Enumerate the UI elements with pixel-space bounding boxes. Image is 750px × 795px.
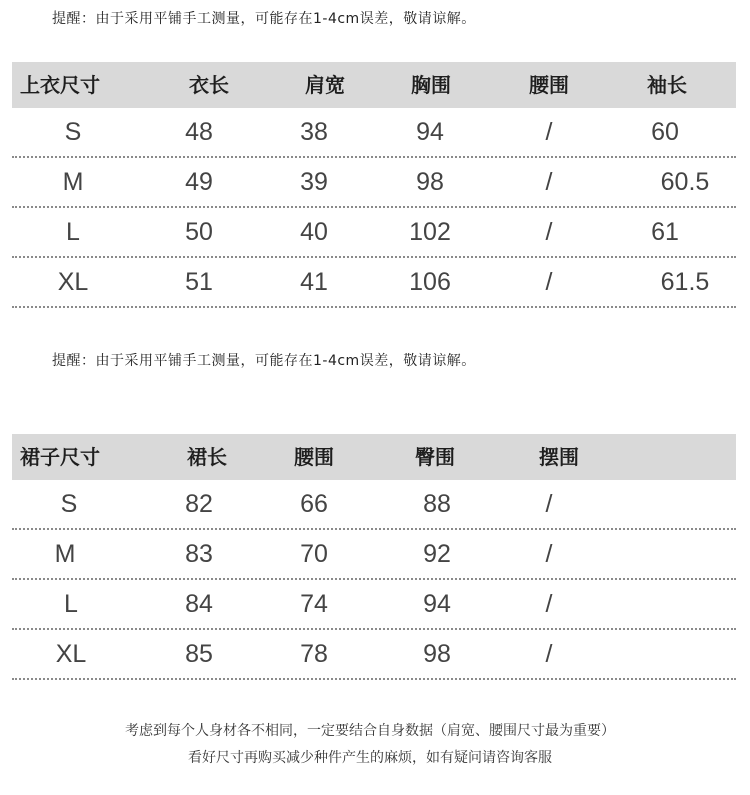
waist-cell: 70 xyxy=(300,540,328,568)
sleeve-cell: 61.5 xyxy=(660,268,710,296)
skirt-header-length: 裙长 xyxy=(187,445,227,469)
size-cell: L xyxy=(64,590,78,618)
table-row xyxy=(12,580,736,630)
length-cell: 83 xyxy=(185,540,213,568)
chest-cell: 102 xyxy=(409,218,451,246)
shoulder-cell: 38 xyxy=(300,118,328,146)
top-size-table xyxy=(12,62,736,308)
chest-cell: 94 xyxy=(416,118,444,146)
top-measurement-note: 提醒：由于采用平铺手工测量，可能存在1-4cm误差，敬请谅解。 xyxy=(52,11,476,27)
shoulder-cell: 39 xyxy=(300,168,328,196)
length-cell: 50 xyxy=(185,218,213,246)
length-cell: 82 xyxy=(185,490,213,518)
length-cell: 48 xyxy=(185,118,213,146)
size-cell: S xyxy=(60,490,78,518)
waist-cell: 74 xyxy=(300,590,328,618)
shoulder-cell: 41 xyxy=(300,268,328,296)
table-row xyxy=(12,480,736,530)
hip-cell: 92 xyxy=(423,540,451,568)
size-cell: M xyxy=(62,168,84,196)
footer-advice-line-1: 考虑到每个人身材各不相同，一定要结合自身数据（肩宽、腰围尺寸最为重要） xyxy=(125,723,615,739)
skirt-header-hem: 摆围 xyxy=(539,445,579,469)
top-header-sleeve: 袖长 xyxy=(647,73,687,97)
hip-cell: 94 xyxy=(423,590,451,618)
hem-cell: / xyxy=(545,640,553,668)
waist-cell: / xyxy=(545,268,553,296)
size-cell: M xyxy=(54,540,76,568)
skirt-header-waist: 腰围 xyxy=(294,445,334,469)
hem-cell: / xyxy=(545,590,553,618)
length-cell: 85 xyxy=(185,640,213,668)
middle-measurement-note: 提醒：由于采用平铺手工测量，可能存在1-4cm误差，敬请谅解。 xyxy=(52,353,476,369)
sleeve-cell: 61 xyxy=(651,218,679,246)
size-cell: XL xyxy=(55,640,87,668)
top-header-size: 上衣尺寸 xyxy=(20,73,100,97)
shoulder-cell: 40 xyxy=(300,218,328,246)
size-cell: S xyxy=(64,118,82,146)
top-header-length: 衣长 xyxy=(189,73,229,97)
sleeve-cell: 60.5 xyxy=(660,168,710,196)
size-cell: XL xyxy=(57,268,89,296)
length-cell: 84 xyxy=(185,590,213,618)
chest-cell: 106 xyxy=(409,268,451,296)
top-table-header xyxy=(12,62,736,108)
table-row xyxy=(12,208,736,258)
top-header-shoulder: 肩宽 xyxy=(305,73,345,97)
size-cell: L xyxy=(66,218,80,246)
waist-cell: / xyxy=(545,218,553,246)
sleeve-cell: 60 xyxy=(651,118,679,146)
table-row xyxy=(12,530,736,580)
waist-cell: / xyxy=(545,118,553,146)
table-row xyxy=(12,158,736,208)
table-row xyxy=(12,108,736,158)
length-cell: 51 xyxy=(185,268,213,296)
top-header-chest: 胸围 xyxy=(411,73,451,97)
skirt-header-size: 裙子尺寸 xyxy=(20,445,100,469)
skirt-size-table xyxy=(12,434,736,680)
hem-cell: / xyxy=(545,540,553,568)
waist-cell: 78 xyxy=(300,640,328,668)
skirt-header-hip: 臀围 xyxy=(415,445,455,469)
top-header-waist: 腰围 xyxy=(529,73,569,97)
table-row xyxy=(12,258,736,308)
hem-cell: / xyxy=(545,490,553,518)
chest-cell: 98 xyxy=(416,168,444,196)
hip-cell: 98 xyxy=(423,640,451,668)
waist-cell: 66 xyxy=(300,490,328,518)
length-cell: 49 xyxy=(185,168,213,196)
hip-cell: 88 xyxy=(423,490,451,518)
table-row xyxy=(12,630,736,680)
skirt-table-header xyxy=(12,434,736,480)
waist-cell: / xyxy=(545,168,553,196)
footer-advice-line-2: 看好尺寸再购买减少种件产生的麻烦，如有疑问请咨询客服 xyxy=(188,750,552,766)
